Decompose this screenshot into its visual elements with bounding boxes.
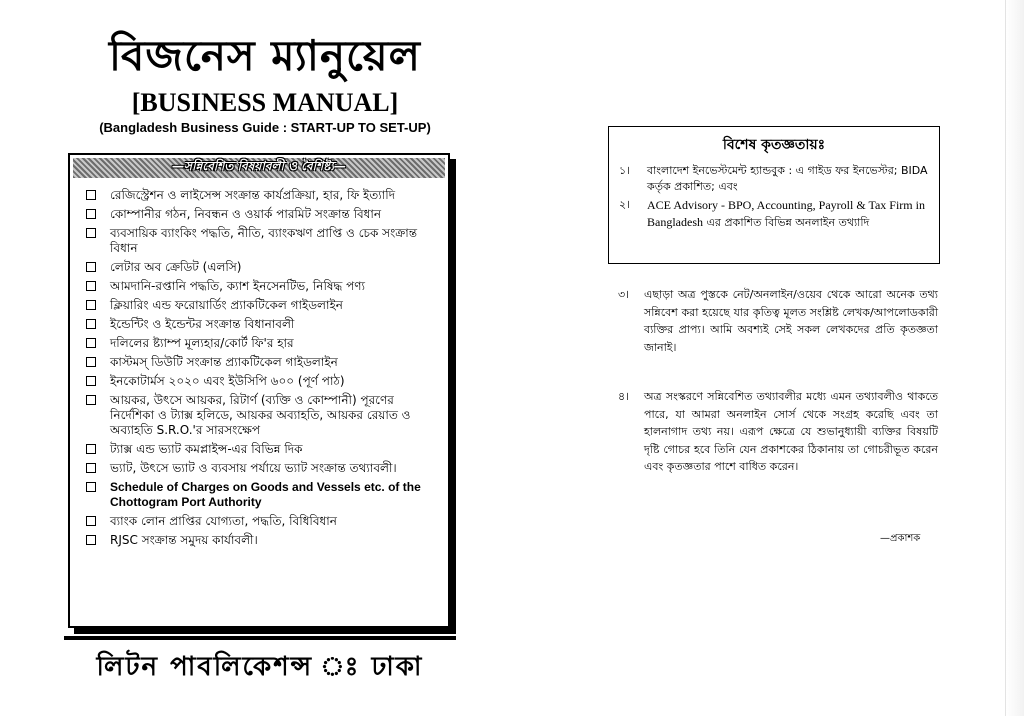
cover-title-bangla: বিজনেস ম্যানুয়েল	[109, 31, 421, 80]
acknowledgement-box	[608, 126, 940, 264]
features-heading: —সন্নিবেশিত বিষয়াবলী ও বৈশিষ্ট্য—	[172, 159, 346, 173]
feature-item: কাস্টমস্ ডিউটি সংক্রান্ত প্র্যাকটিকেল গাইডলাইন	[110, 355, 430, 370]
feature-item: লেটার অব ক্রেডিট (এলসি)	[110, 260, 430, 275]
checkbox-icon	[86, 300, 96, 310]
checkbox-icon	[86, 535, 96, 545]
feature-item: Schedule of Charges on Goods and Vessels etc. of the Chottogram Port Authority	[110, 480, 430, 510]
checkbox-icon	[86, 395, 96, 405]
acknowledgement-title: বিশেষ কৃতজ্ঞতায়ঃ	[722, 137, 826, 153]
page-edge	[1005, 0, 1024, 716]
acknowledgement-item: ১। বাংলাদেশ ইনভেস্টমেন্ট হ্যান্ডবুক : এ গাইড ফর ইনভেস্টর; BIDA কর্তৃক প্রকাশিত; এবং	[619, 164, 928, 193]
checkbox-icon	[86, 281, 96, 291]
feature-item: ব্যাংক লোন প্রাপ্তির যোগ্যতা, পদ্ধতি, বিধিবিধান	[110, 514, 430, 529]
acknowledgement-item: ২। ACE Advisory - BPO, Accounting, Payroll & Tax Firm in Bangladesh এর প্রকাশিত বিভিন্ন অনলাইন তথ্যাদি	[619, 198, 925, 229]
checkbox-icon	[86, 190, 96, 200]
checkbox-icon	[86, 516, 96, 526]
feature-item: ইনকোটার্মস ২০২০ এবং ইউসিপি ৬০০ (পূর্ণ পাঠ)	[110, 374, 430, 389]
feature-item: রেজিস্ট্রেশন ও লাইসেন্স সংক্রান্ত কার্যপ্রক্রিয়া, হার, ফি ইত্যাদি	[110, 188, 430, 203]
checkbox-icon	[86, 376, 96, 386]
publisher-signature: —প্রকাশক	[880, 533, 921, 544]
feature-item: ব্যবসায়িক ব্যাংকিং পদ্ধতি, নীতি, ব্যাংকঋণ প্রাপ্তি ও চেক সংক্রান্ত বিধান	[110, 226, 430, 256]
checkbox-icon	[86, 209, 96, 219]
feature-item: ইন্ডেন্টিং ও ইন্ডেন্টর সংক্রান্ত বিধানাবলী	[110, 317, 430, 332]
checkbox-icon	[86, 228, 96, 238]
cover-title-english: [BUSINESS MANUAL]	[131, 88, 399, 117]
feature-item: ভ্যাট, উৎসে ভ্যাট ও ব্যবসায় পর্যায়ে ভ্যাট সংক্রান্ত তথ্যাবলী।	[110, 461, 430, 476]
feature-item: RJSC সংক্রান্ত সমুদয় কার্যাবলী।	[110, 533, 430, 548]
checkbox-icon	[86, 357, 96, 367]
feature-item: ট্যাক্স এন্ড ভ্যাট কমপ্লাইন্স-এর বিভিন্ন দিক	[110, 442, 430, 457]
checkbox-icon	[86, 444, 96, 454]
checkbox-icon	[86, 463, 96, 473]
feature-item: ক্লিয়ারিং এন্ড ফরোয়ার্ডিং প্র্যাকটিকেল গাইডলাইন	[110, 298, 430, 313]
publisher-name: লিটন পাবলিকেশন্স ঃ ঢাকা	[96, 652, 424, 682]
bottom-rule	[64, 636, 456, 640]
feature-item: দলিলের ষ্ট্যাম্প মূল্যহার/কোর্ট ফি'র হার	[110, 336, 430, 351]
checkbox-icon	[86, 262, 96, 272]
feature-item: আয়কর, উৎসে আয়কর, রিটার্ণ (ব্যক্তি ও কোম্পানী) পূরণের নির্দেশিকা ও ট্যাক্স হলিডে, আয়কর অব্যাহতি, আয়কর রেয়াত ও অব্যাহতি S.R.O.'র সারসংক্ষেপ	[110, 393, 430, 438]
features-list	[70, 188, 448, 548]
features-box	[68, 153, 450, 628]
note-3: ৩। এছাড়া অত্র পুস্তকে নেট/অনলাইন/ওয়েব থেকে আরো অনেক তথ্য সন্নিবেশ করা হয়েছে যার কৃতিত্ব মূলত সংশ্লিষ্ট লেখক/আপলোডকারী ব্যক্তির প্রাপ্য। আমি অবশ্যই সেই সকল লেখকদের প্রতি কৃতজ্ঞতা জানাই।	[618, 288, 938, 354]
checkbox-icon	[86, 482, 96, 492]
feature-item: কোম্পানীর গঠন, নিবন্ধন ও ওয়ার্ক পারমিট সংক্রান্ত বিধান	[110, 207, 430, 222]
checkbox-icon	[86, 319, 96, 329]
feature-item: আমদানি-রপ্তানি পদ্ধতি, ক্যাশ ইনসেনটিভ, নিষিদ্ধ পণ্য	[110, 279, 430, 294]
checkbox-icon	[86, 338, 96, 348]
note-4: ৪। অত্র সংস্করণে সন্নিবেশিত তথ্যাবলীর মধ্যে এমন তথ্যাবলীও থাকতে পারে, যা আমরা অনলাইন সোর্স থেকে সংগ্রহ করেছি এবং তা হালনাগাদ তথ্য নয়। এরূপ ক্ষেত্রে যে শুভানুধ্যায়ী ব্যক্তির বিষয়টি দৃষ্টি গোচর হবে তিনি যেন প্রকাশকের ঠিকানায় তা গোচরীভূত করেন এবং কৃতজ্ঞতার পাশে বাধিত করেন।	[618, 390, 938, 473]
features-header	[73, 158, 445, 178]
cover-tagline: (Bangladesh Business Guide : START-UP TO SET-UP)	[99, 120, 431, 135]
